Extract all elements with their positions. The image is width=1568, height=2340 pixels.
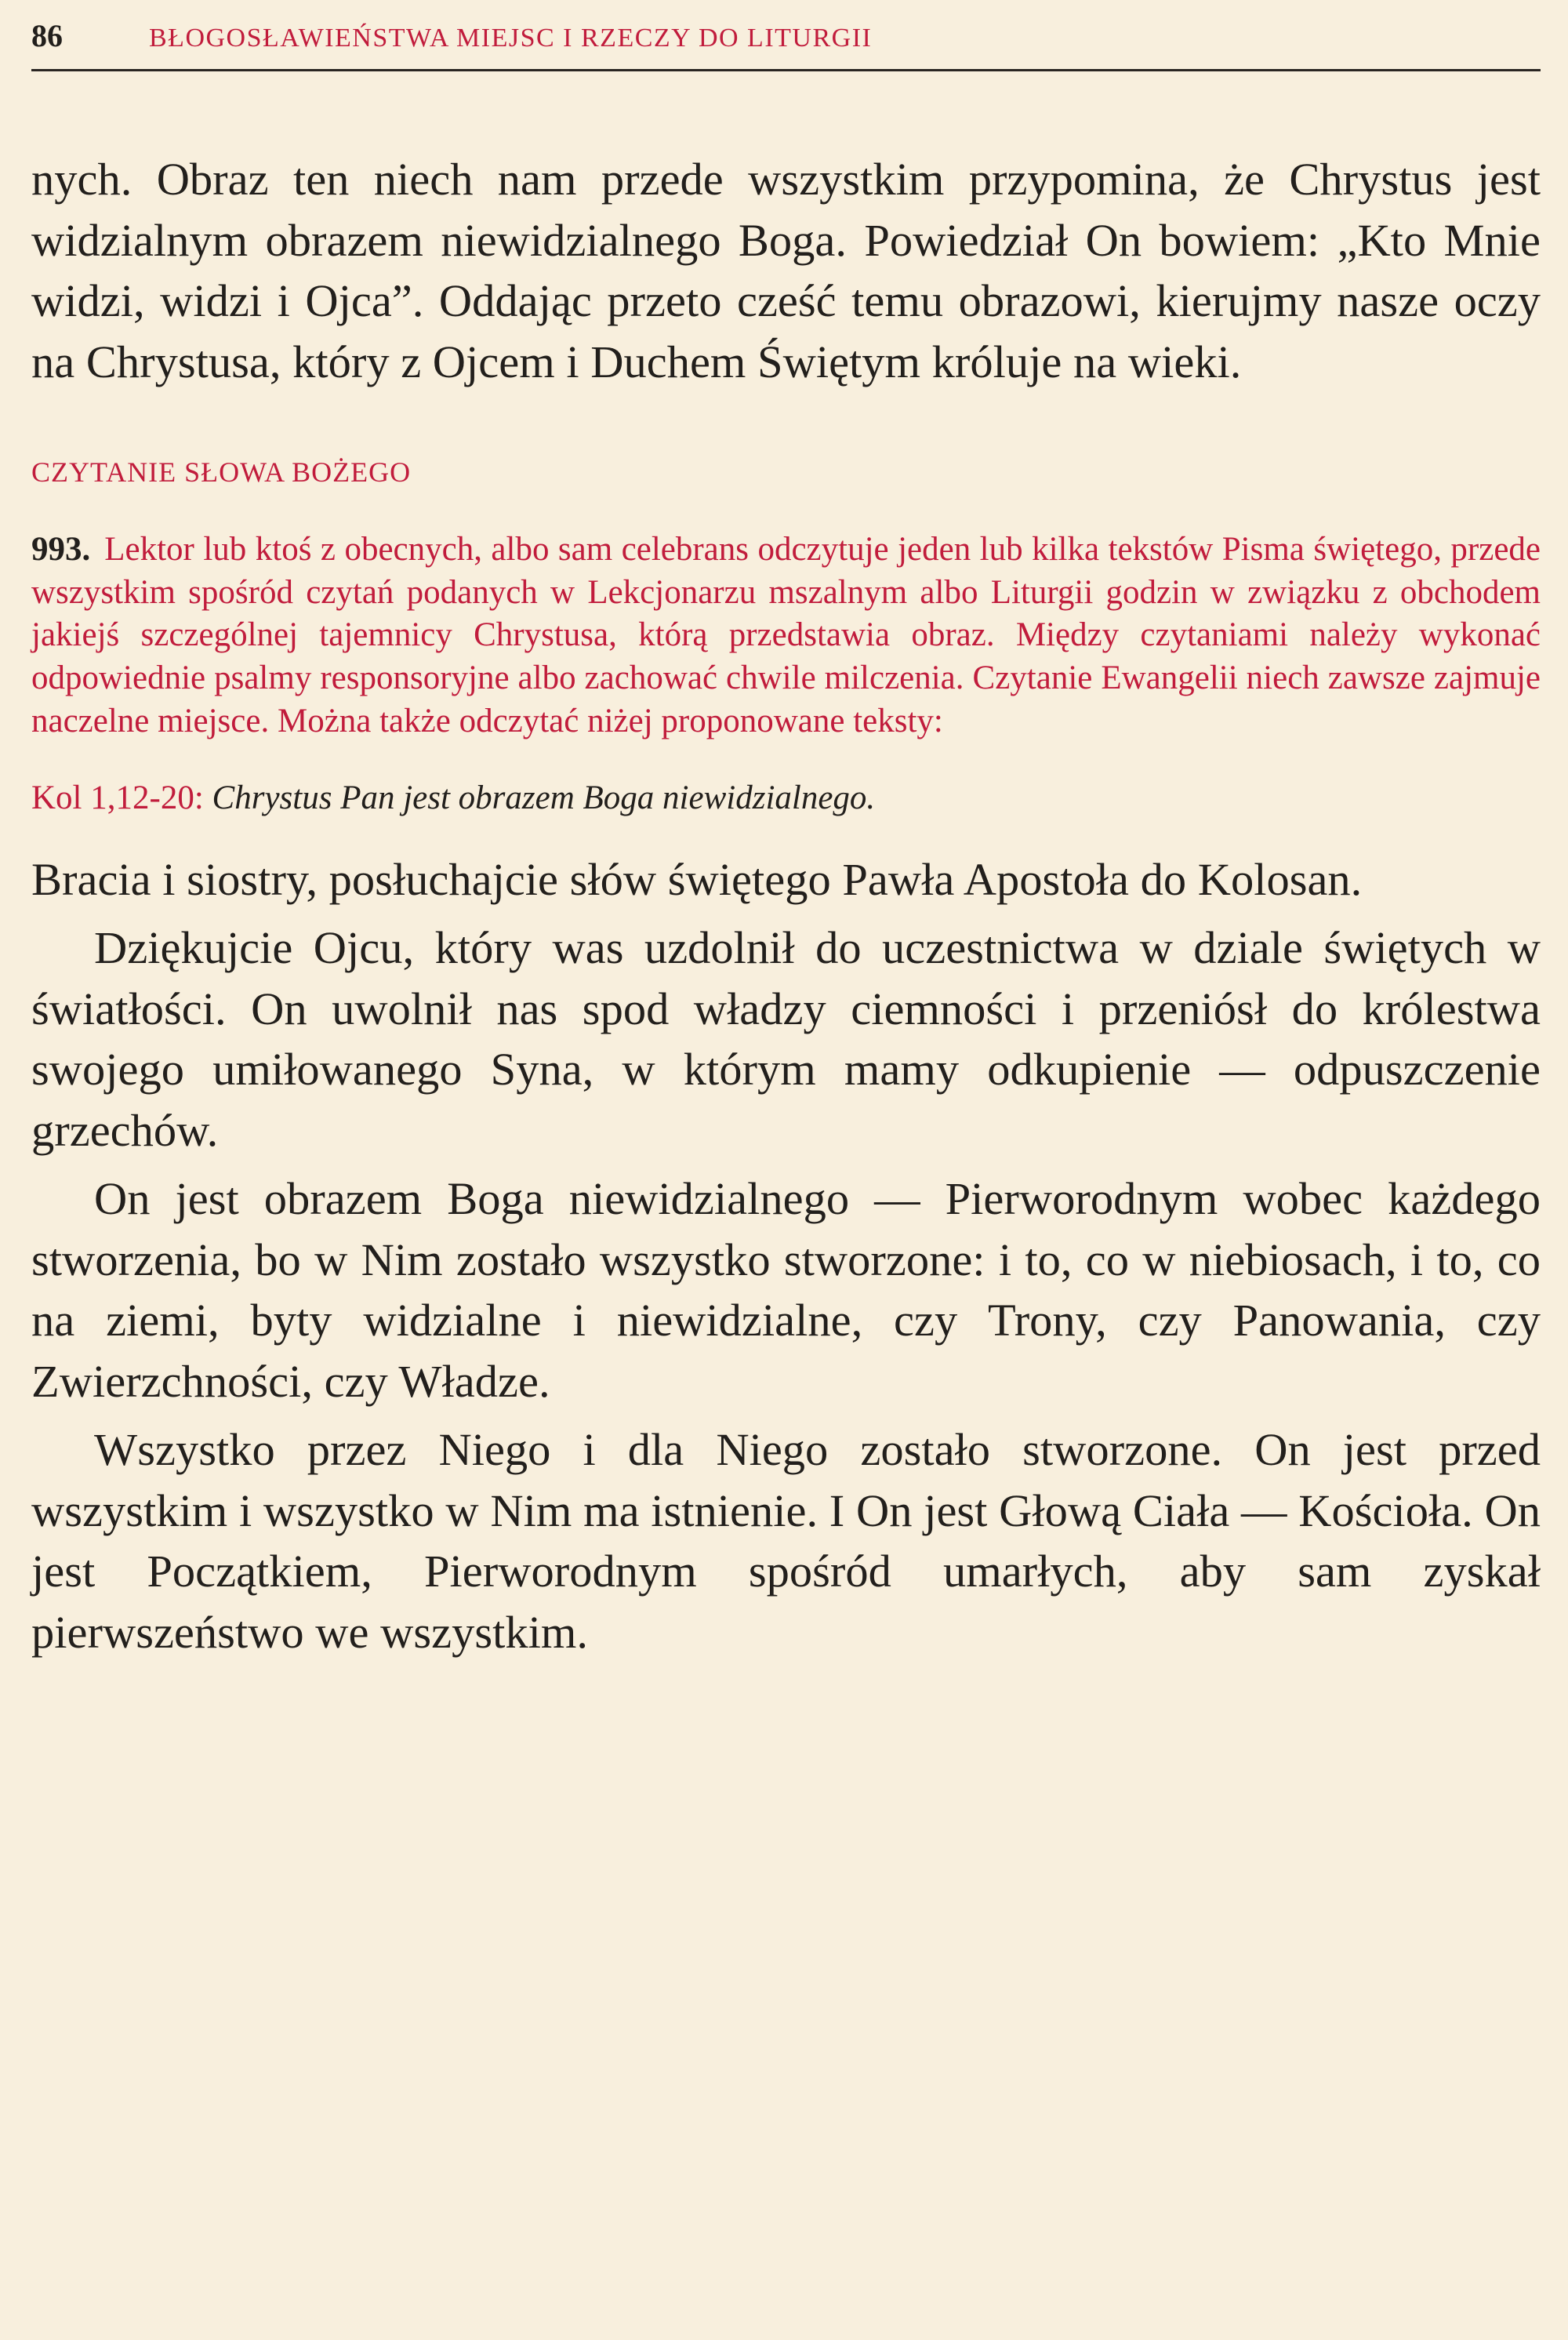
book-page xyxy=(31,17,1541,1662)
rubric-text: Lektor lub ktoś z obecnych, albo sam celebrans odczytuje jeden lub kilka tekstów Pisma świętego, przede wszystkim spośród czytań podanych w Lekcjonarzu mszalnym albo Liturgii godzin w związku z obchodem jakiejś szczególnej tajemnicy Chrystusa, którą przedstawia obraz. Między czytaniami należy wykonać odpowiednie psalmy responsoryjne albo zachować chwile milczenia. Czytanie Ewangelii niech zawsze zajmuje naczelne miejsce. Można także odczytać niżej proponowane teksty: xyxy=(31,531,1541,739)
reading-paragraph: Wszystko przez Niego i dla Niego zostało stworzone. On jest przed wszystkim i wszystko w Nim ma istnienie. I On jest Głową Ciała — Kościoła. On jest Początkiem, Pierworodnym spośród umarłych, aby sam zyskał pierwszeństwo we wszystkim. xyxy=(31,1424,1541,1658)
reading-reference-title: Chrystus Pan jest obrazem Boga niewidzialnego. xyxy=(212,779,876,816)
intro-paragraph: nych. Obraz ten niech nam przede wszystkim przypomina, że Chrystus jest widzialnym obrazem niewidzialnego Boga. Powiedział On bowiem: „Kto Mnie widzi, widzi i Ojca”. Oddając przeto cześć temu obrazowi, kierujmy nasze oczy na Chrystusa, który z Ojcem i Duchem Świętym króluje na wieki. xyxy=(31,154,1541,387)
reading-reference-code: Kol 1,12-20: xyxy=(31,779,204,816)
rubric-number: 993. xyxy=(31,531,91,568)
page-number: 86 xyxy=(31,18,63,53)
page-header xyxy=(31,17,1541,71)
reading-opening: Bracia i siostry, posłuchajcie słów świętego Pawła Apostoła do Kolosan. xyxy=(31,853,1363,905)
section-heading: CZYTANIE SŁOWA BOŻEGO xyxy=(31,456,412,488)
reading-paragraph: On jest obrazem Boga niewidzialnego — Pierworodnym wobec każdego stworzenia, bo w Nim zostało wszystko stworzone: i to, co w niebiosach, i to, co na ziemi, byty widzialne i niewidzialne, czy Trony, czy Panowania, czy Zwierzchności, czy Władze. xyxy=(31,1173,1541,1407)
reading-reference xyxy=(31,777,1541,819)
reading-paragraph: Dziękujcie Ojcu, który was uzdolnił do uczestnictwa w dziale świętych w światłości. On uwolnił nas spod władzy ciemności i przeniósł do królestwa swojego umiłowanego Syna, w którym mamy odkupienie — odpuszczenie grzechów. xyxy=(31,922,1541,1156)
running-head: BŁOGOSŁAWIEŃSTWA MIEJSC I RZECZY DO LITURGII xyxy=(149,24,873,53)
rubric-instruction xyxy=(31,529,1541,743)
